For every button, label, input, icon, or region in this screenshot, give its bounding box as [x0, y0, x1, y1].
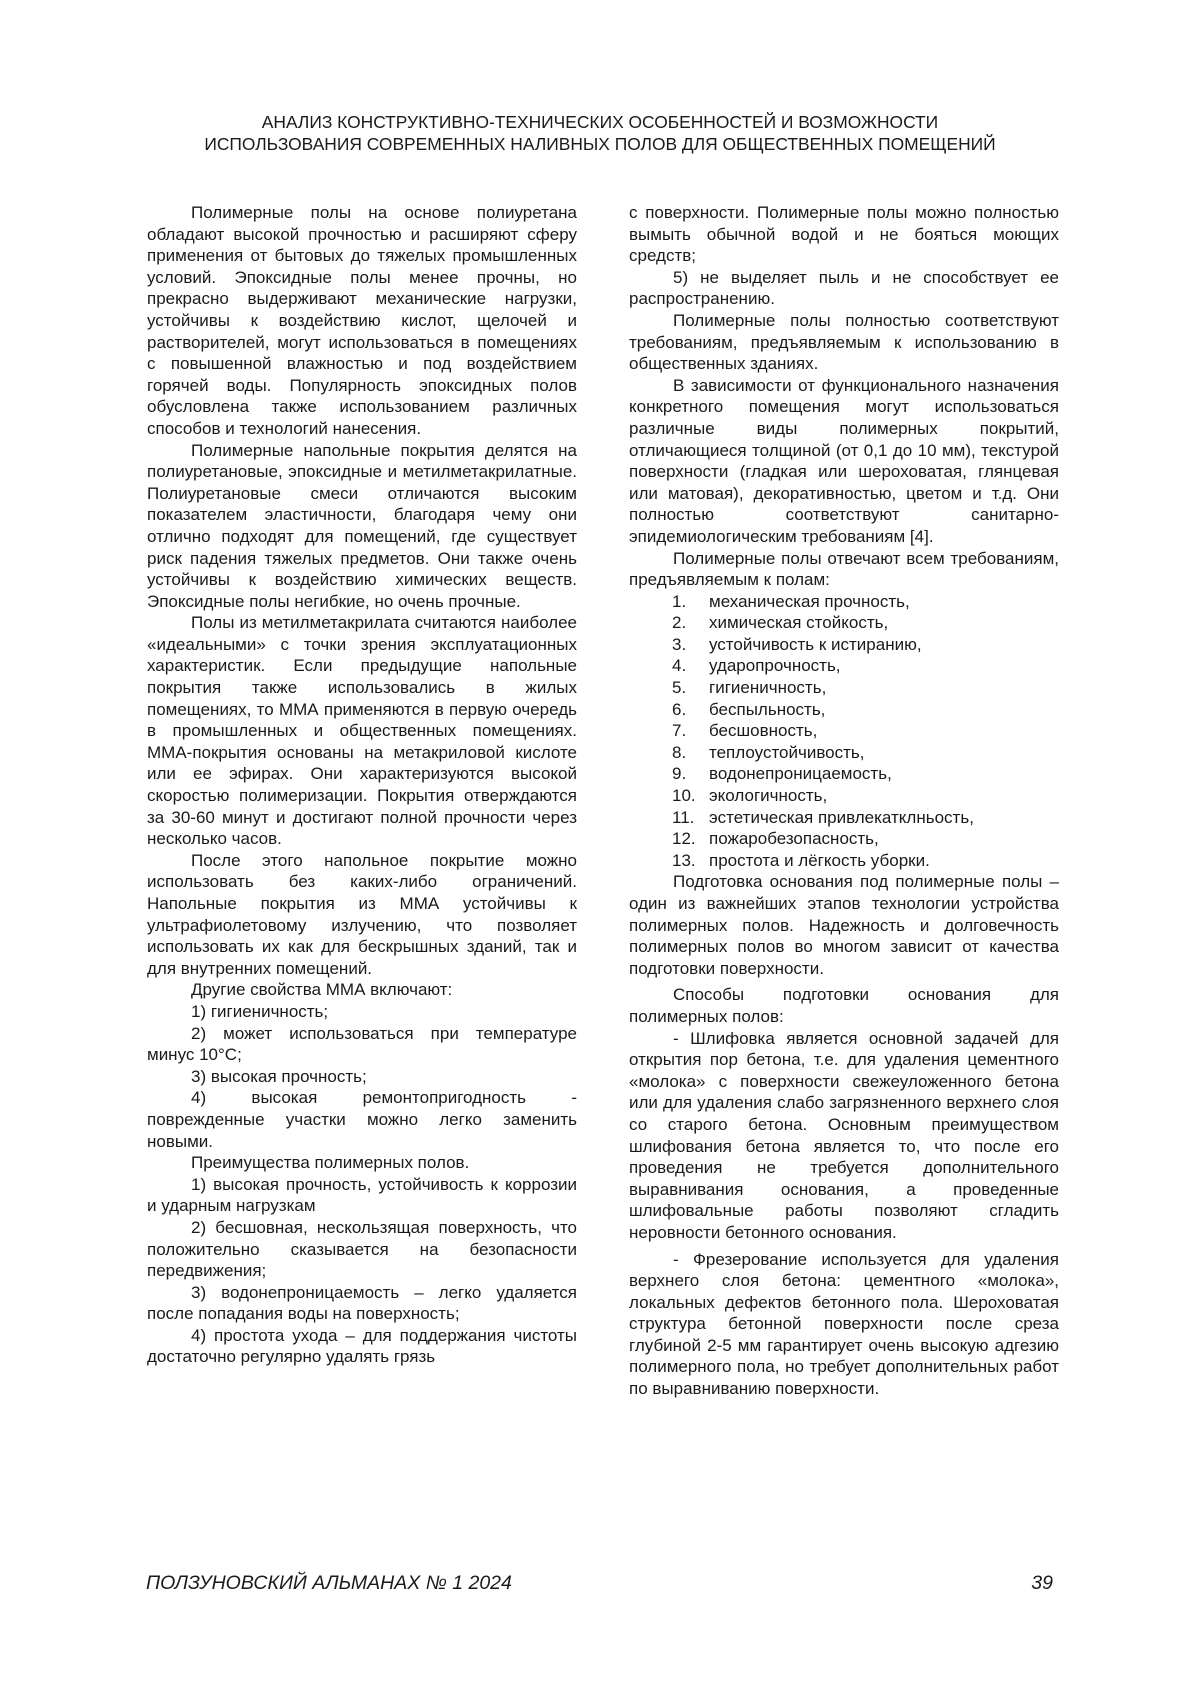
list-item: 10. экологичность, — [672, 786, 828, 806]
paragraph: Полы из метилметакрилата считаются наиболее «идеальными» с точки зрения эксплуатационных характеристик. Если предыдущие напольные покрытия также использовались в жилых помещениях, то ММА применяются в первую очередь в промышленных и общественных помещениях. ММА-покрытия основаны на метакриловой кислоте или ее эфирах. Они характеризуются высокой скоростью полимеризации. Покрытия отверждаются за 30-60 минут и достигают полной прочности через несколько часов. — [147, 613, 577, 849]
list-item: 9. водонепроницаемость, — [672, 764, 892, 784]
list-item: 6. беспыльность, — [672, 699, 826, 719]
list-item: 11. эстетическая привлекатклньость, — [672, 807, 974, 827]
page-number: 39 — [1031, 1572, 1053, 1594]
paragraph: Другие свойства ММА включают: — [191, 980, 453, 1000]
paragraph: - Фрезерование используется для удаления верхнего слоя бетона: цементного «молока», локальных дефектов бетонного пола. Шероховатая структура бетонной поверхности после среза глубиной 2-5 мм гарантирует очень высокую адгезию полимерного пола, но требует дополнительных работ по выравниванию поверхности. — [629, 1249, 1059, 1399]
paragraph: После этого напольное покрытие можно использовать без каких-либо ограничений. Напольные покрытия из ММА устойчивы к ультрафиолетовому излучению, что позволяет использовать их как для бескрышных зданий, так и для внутренних помещений. — [147, 850, 577, 978]
paragraph: 1) гигиеничность; — [191, 1001, 329, 1021]
paragraph: Подготовка основания под полимерные полы – один из важнейших этапов технологии устройства полимерных полов. Надежность и долговечность полимерных полов во многом зависит от качества подготовки поверхности. — [629, 872, 1059, 978]
list-item: 12. пожаробезопасность, — [672, 829, 879, 849]
paragraph: В зависимости от функционального назначения конкретного помещения могут использоваться различные виды полимерных покрытий, отличающиеся толщиной (от 0,1 до 10 мм), текстурой поверхности (гладкая или шероховатая, глянцевая или матовая), декоративностью, цветом и т.д. Они полностью соответствуют санитарно-эпидемиологическим требованиям [4]. — [629, 375, 1059, 546]
list-item: 3. устойчивость к истиранию, — [672, 634, 922, 654]
paragraph: 1) высокая прочность, устойчивость к коррозии и ударным нагрузкам — [147, 1174, 577, 1216]
right-column — [629, 202, 1059, 1400]
paragraph: Полимерные напольные покрытия делятся на полиуретановые, эпоксидные и метилметакрилатные. Полиуретановые смеси отличаются высоким показателем эластичности, благодаря чему они отлично подходят для помещений, где существует риск падения тяжелых предметов. Они также очень устойчивы к воздействию химических веществ. Эпоксидные полы негибкие, но очень прочные. — [147, 440, 577, 611]
paragraph: 3) высокая прочность; — [191, 1066, 367, 1086]
paragraph: 3) водонепроницаемость – легко удаляется после попадания воды на поверхность; — [147, 1282, 577, 1324]
list-item: 1. механическая прочность, — [672, 591, 910, 611]
paragraph: Полимерные полы полностью соответствуют требованиям, предъявляемым к использованию в общественных зданиях. — [629, 310, 1059, 374]
paragraph: 2) бесшовная, нескользящая поверхность, что положительно сказывается на безопасности передвижения; — [147, 1217, 577, 1281]
list-item: 8. теплоустойчивость, — [672, 742, 865, 762]
paragraph: Преимущества полимерных полов. — [191, 1153, 470, 1173]
article-title: АНАЛИЗ КОНСТРУКТИВНО-ТЕХНИЧЕСКИХ ОСОБЕННОСТЕЙ И ВОЗМОЖНОСТИ ИСПОЛЬЗОВАНИЯ СОВРЕМЕННЫХ НАЛИВНЫХ ПОЛОВ ДЛЯ ОБЩЕСТВЕННЫХ ПОМЕЩЕНИЙ — [204, 112, 996, 154]
paragraph: с поверхности. Полимерные полы можно полностью вымыть обычной водой и не бояться моющих средств; — [629, 203, 1059, 266]
paragraph: Полимерные полы на основе полиуретана обладают высокой прочностью и расширяют сферу применения от бытовых до тяжелых промышленных условий. Эпоксидные полы менее прочны, но прекрасно выдерживают механические нагрузки, устойчивы к воздействию кислот, щелочей и растворителей, могут использоваться в помещениях с повышенной влажностью и под воздействием горячей воды. Популярность эпоксидных полов обусловлена также использованием различных способов и технологий нанесения. — [147, 203, 577, 438]
paragraph: Способы подготовки основания для полимерных полов: — [629, 985, 1059, 1026]
list-item: 7. бесшовность, — [672, 721, 818, 741]
list-item: 4. ударопрочность, — [672, 656, 841, 676]
journal-footer: ПОЛЗУНОВСКИЙ АЛЬМАНАХ № 1 2024 — [146, 1572, 512, 1594]
paragraph: 5) не выделяет пыль и не способствует ее распространению. — [629, 267, 1059, 309]
list-item: 5. гигиеничность, — [672, 678, 827, 698]
list-item: 2. химическая стойкость, — [672, 613, 889, 633]
requirements-list — [629, 591, 1059, 872]
paragraph: Полимерные полы отвечают всем требованиям, предъявляемым к полам: — [629, 548, 1059, 590]
paragraph: 4) простота ухода – для поддержания чистоты достаточно регулярно удалять грязь — [147, 1325, 577, 1367]
paragraph: 4) высокая ремонтопригодность - поврежденные участки можно легко заменить новыми. — [147, 1088, 577, 1151]
paragraph: 2) может использоваться при температуре минус 10°С; — [147, 1023, 577, 1065]
left-column — [147, 202, 577, 1368]
list-item: 13. простота и лёгкость уборки. — [672, 850, 930, 870]
paragraph: - Шлифовка является основной задачей для открытия пор бетона, т.е. для удаления цементного «молока» с поверхности свежеуложенного бетона или для удаления слабо загрязненного верхнего слоя со старого бетона. Основным преимуществом шлифования бетона является то, что после его проведения не требуется дополнительного выравнивания основания, а проведенные шлифовальные работы позволяют сгладить неровности бетонного основания. — [629, 1028, 1059, 1242]
